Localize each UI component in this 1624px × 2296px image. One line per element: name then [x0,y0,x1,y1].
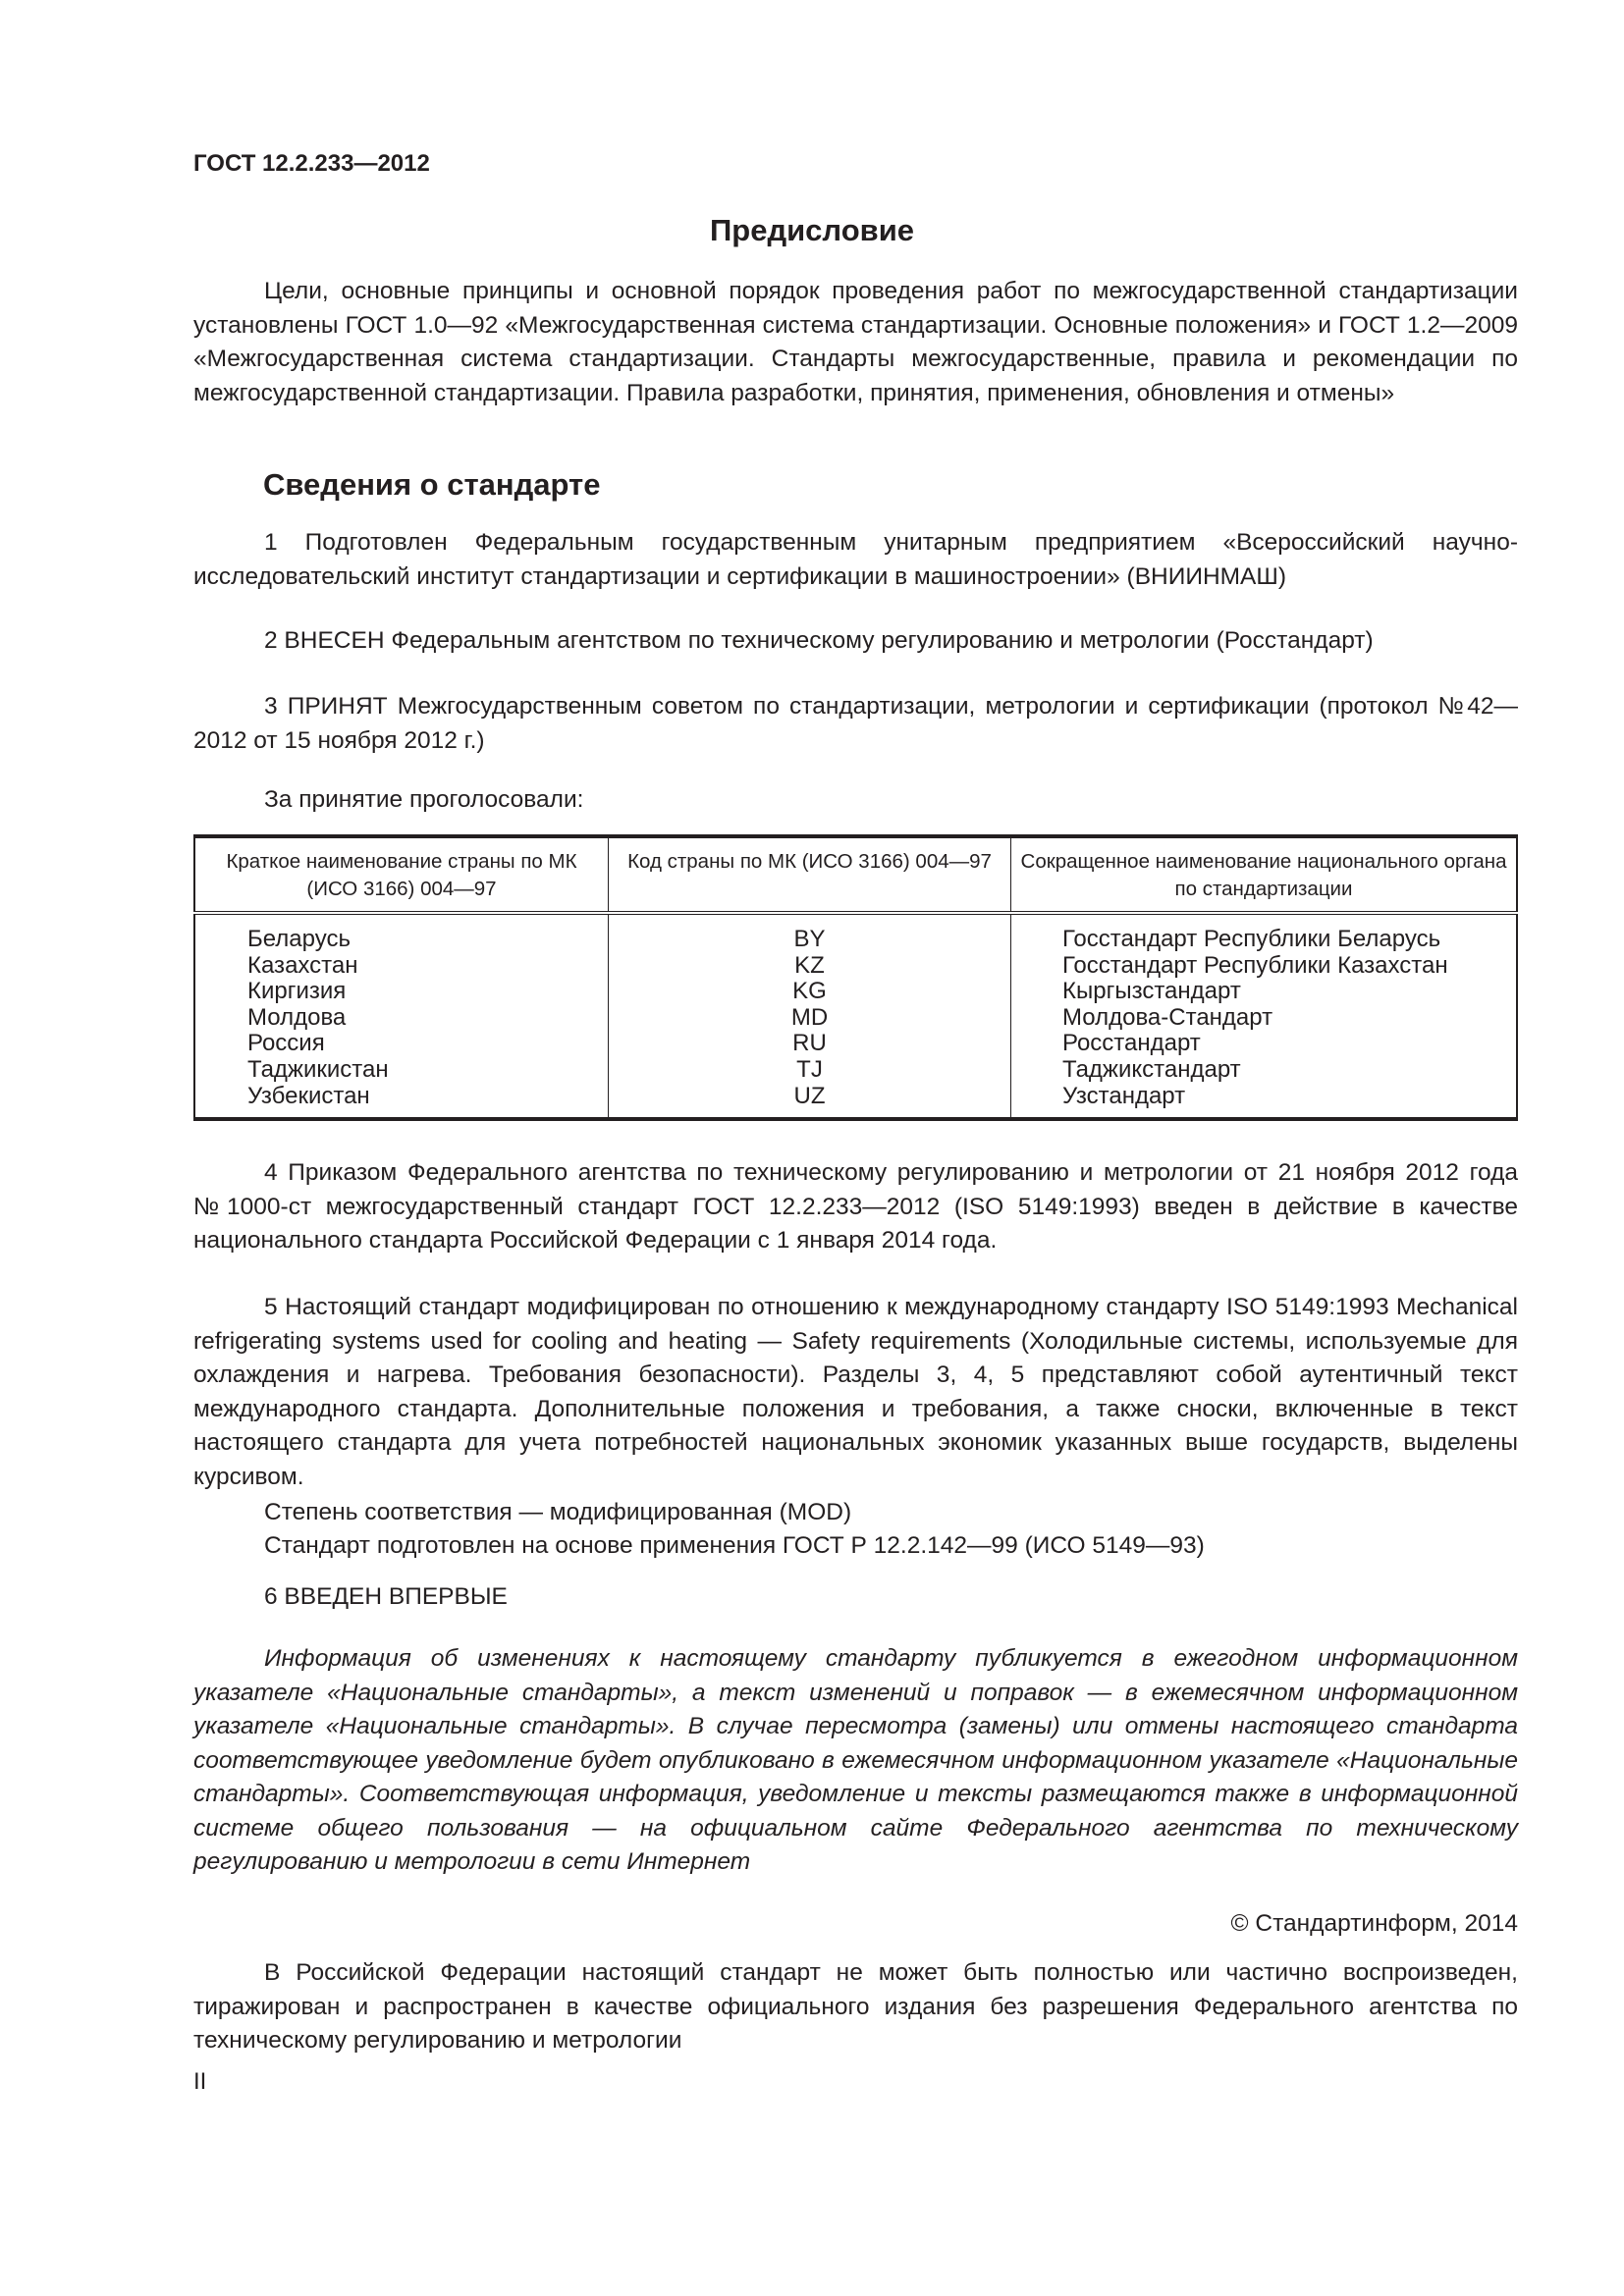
table-cell-code: KZ [794,951,825,979]
table-cell-body: Узстандарт [1062,1082,1186,1109]
table-cell-body: Молдова-Стандарт [1062,1003,1273,1031]
table-cell-body: Госстандарт Республики Беларусь [1062,926,1441,952]
table-cell-code: KG [792,978,827,1005]
item-5-paragraph: 5 Настоящий стандарт модифицирован по отношению к международному стандарту ISO 5149:1993 Mechanical refrigerating systems used for cooling and heating — Safety requirements (Холодильные системы, используемые для охлаждения и нагрева. Требования безопасности). Разделы 3, 4, 5 представляют собой аутентичный текст международного стандарта. Дополнительные положения и требования, а также сноски, включенные в текст настоящего стандарта для учета потребностей национальных экономик указанных выше государств, выделены курсивом. [193,1294,1518,1490]
table-cell-body: Таджикстандарт [1062,1055,1241,1083]
table-cell-country: Беларусь [247,926,351,952]
table-cell-code: MD [790,1003,829,1031]
preface-paragraph: Цели, основные принципы и основной порядок проведения работ по межгосударственной стандартизации установлены ГОСТ 1.0—92 «Межгосударственная система стандартизации. Основные положения» и ГОСТ 1.2—2009 «Межгосударственная система стандартизации. Стандарты межгосударственные, правила и рекомендации по межгосударственной стандартизации. Правила разработки, принятия, применения, обновления и отмены» [193,278,1518,406]
table-header-row [194,836,1517,913]
table-cell-country: Молдова [247,1003,347,1031]
table-cell-country: Россия [247,1030,325,1057]
item-1-paragraph: 1 Подготовлен Федеральным государственным унитарным предприятием «Всероссийский научно-исследовательский институт стандартизации и сертификации в машиностроении» (ВНИИНМАШ) [193,529,1518,590]
table-cell-country: Узбекистан [247,1082,370,1109]
item-4-paragraph: 4 Приказом Федерального агентства по техническому регулированию и метрологии от 21 ноября 2012 года №1000-ст межгосударственный стандарт ГОСТ 12.2.233—2012 (ISO 5149:1993) введен в действие в качестве национального стандарта Российской Федерации с 1 января 2014 года. [193,1159,1518,1254]
reproduction-notice: В Российской Федерации настоящий стандарт не может быть полностью или частично воспроизведен, тиражирован и распространен в качестве официального издания без разрешения Федерального агентства по техническому регулированию и метрологии [193,1959,1518,2054]
voting-countries-table [193,834,1518,1121]
preface-title: Предисловие [709,213,914,247]
table-body-row [194,913,1517,1119]
section-title: Сведения о стандарте [263,467,601,502]
table-cell-code: TJ [796,1055,823,1083]
table-cell-body: Росстандарт [1062,1030,1201,1057]
item-5-basis: Стандарт подготовлен на основе применения ГОСТ Р 12.2.142—99 (ИСО 5149—93) [264,1532,1205,1559]
country-column [194,913,609,1119]
table-cell-country: Киргизия [247,978,347,1005]
page-number: II [193,2068,207,2095]
item-2-paragraph: 2 ВНЕСЕН Федеральным агентством по техническому регулированию и метрологии (Росстандарт) [264,627,1374,654]
voted-label: За принятие проголосовали: [264,786,584,813]
table-cell-body: Госстандарт Республики Казахстан [1062,951,1448,979]
copyright-notice: © Стандартинформ, 2014 [1230,1910,1518,1937]
body-column [1011,913,1518,1119]
table-cell-code: UZ [793,1082,826,1109]
table-header-country: Краткое наименование страны по МК (ИСО 3166) 004—97 [194,836,609,913]
item-5-conformity: Степень соответствия — модифицированная (MOD) [264,1499,852,1525]
code-column [609,913,1011,1119]
standard-number-header: ГОСТ 12.2.233—2012 [193,150,430,177]
change-info-italic-paragraph: Информация об изменениях к настоящему стандарту публикуется в ежегодном информационном указателе «Национальные стандарты», а текст изменений и поправок — в ежемесячном информационном указателе «Национальные стандарты». В случае пересмотра (замены) или отмены настоящего стандарта соответствующее уведомление будет опубликовано в ежемесячном информационном указателе «Национальные стандарты». Соответствующая информация, уведомление и тексты размещаются также в информационной системе общего пользования — на официальном сайте Федерального агентства по техническому регулированию и метрологии в сети Интернет [193,1645,1518,1875]
table-cell-code: RU [792,1030,827,1057]
table-cell-country: Таджикистан [247,1055,389,1083]
item-3-paragraph: 3 ПРИНЯТ Межгосударственным советом по стандартизации, метрологии и сертификации (протокол №42—2012 от 15 ноября 2012 г.) [193,693,1518,754]
table-cell-code: BY [793,926,826,952]
item-6-paragraph: 6 ВВЕДЕН ВПЕРВЫЕ [264,1583,508,1610]
table-header-body: Сокращенное наименование национального органа по стандартизации [1011,836,1518,913]
table-header-code: Код страны по МК (ИСО 3166) 004—97 [609,836,1011,913]
table-cell-body: Кыргызстандарт [1062,978,1241,1005]
table-cell-country: Казахстан [247,951,358,979]
